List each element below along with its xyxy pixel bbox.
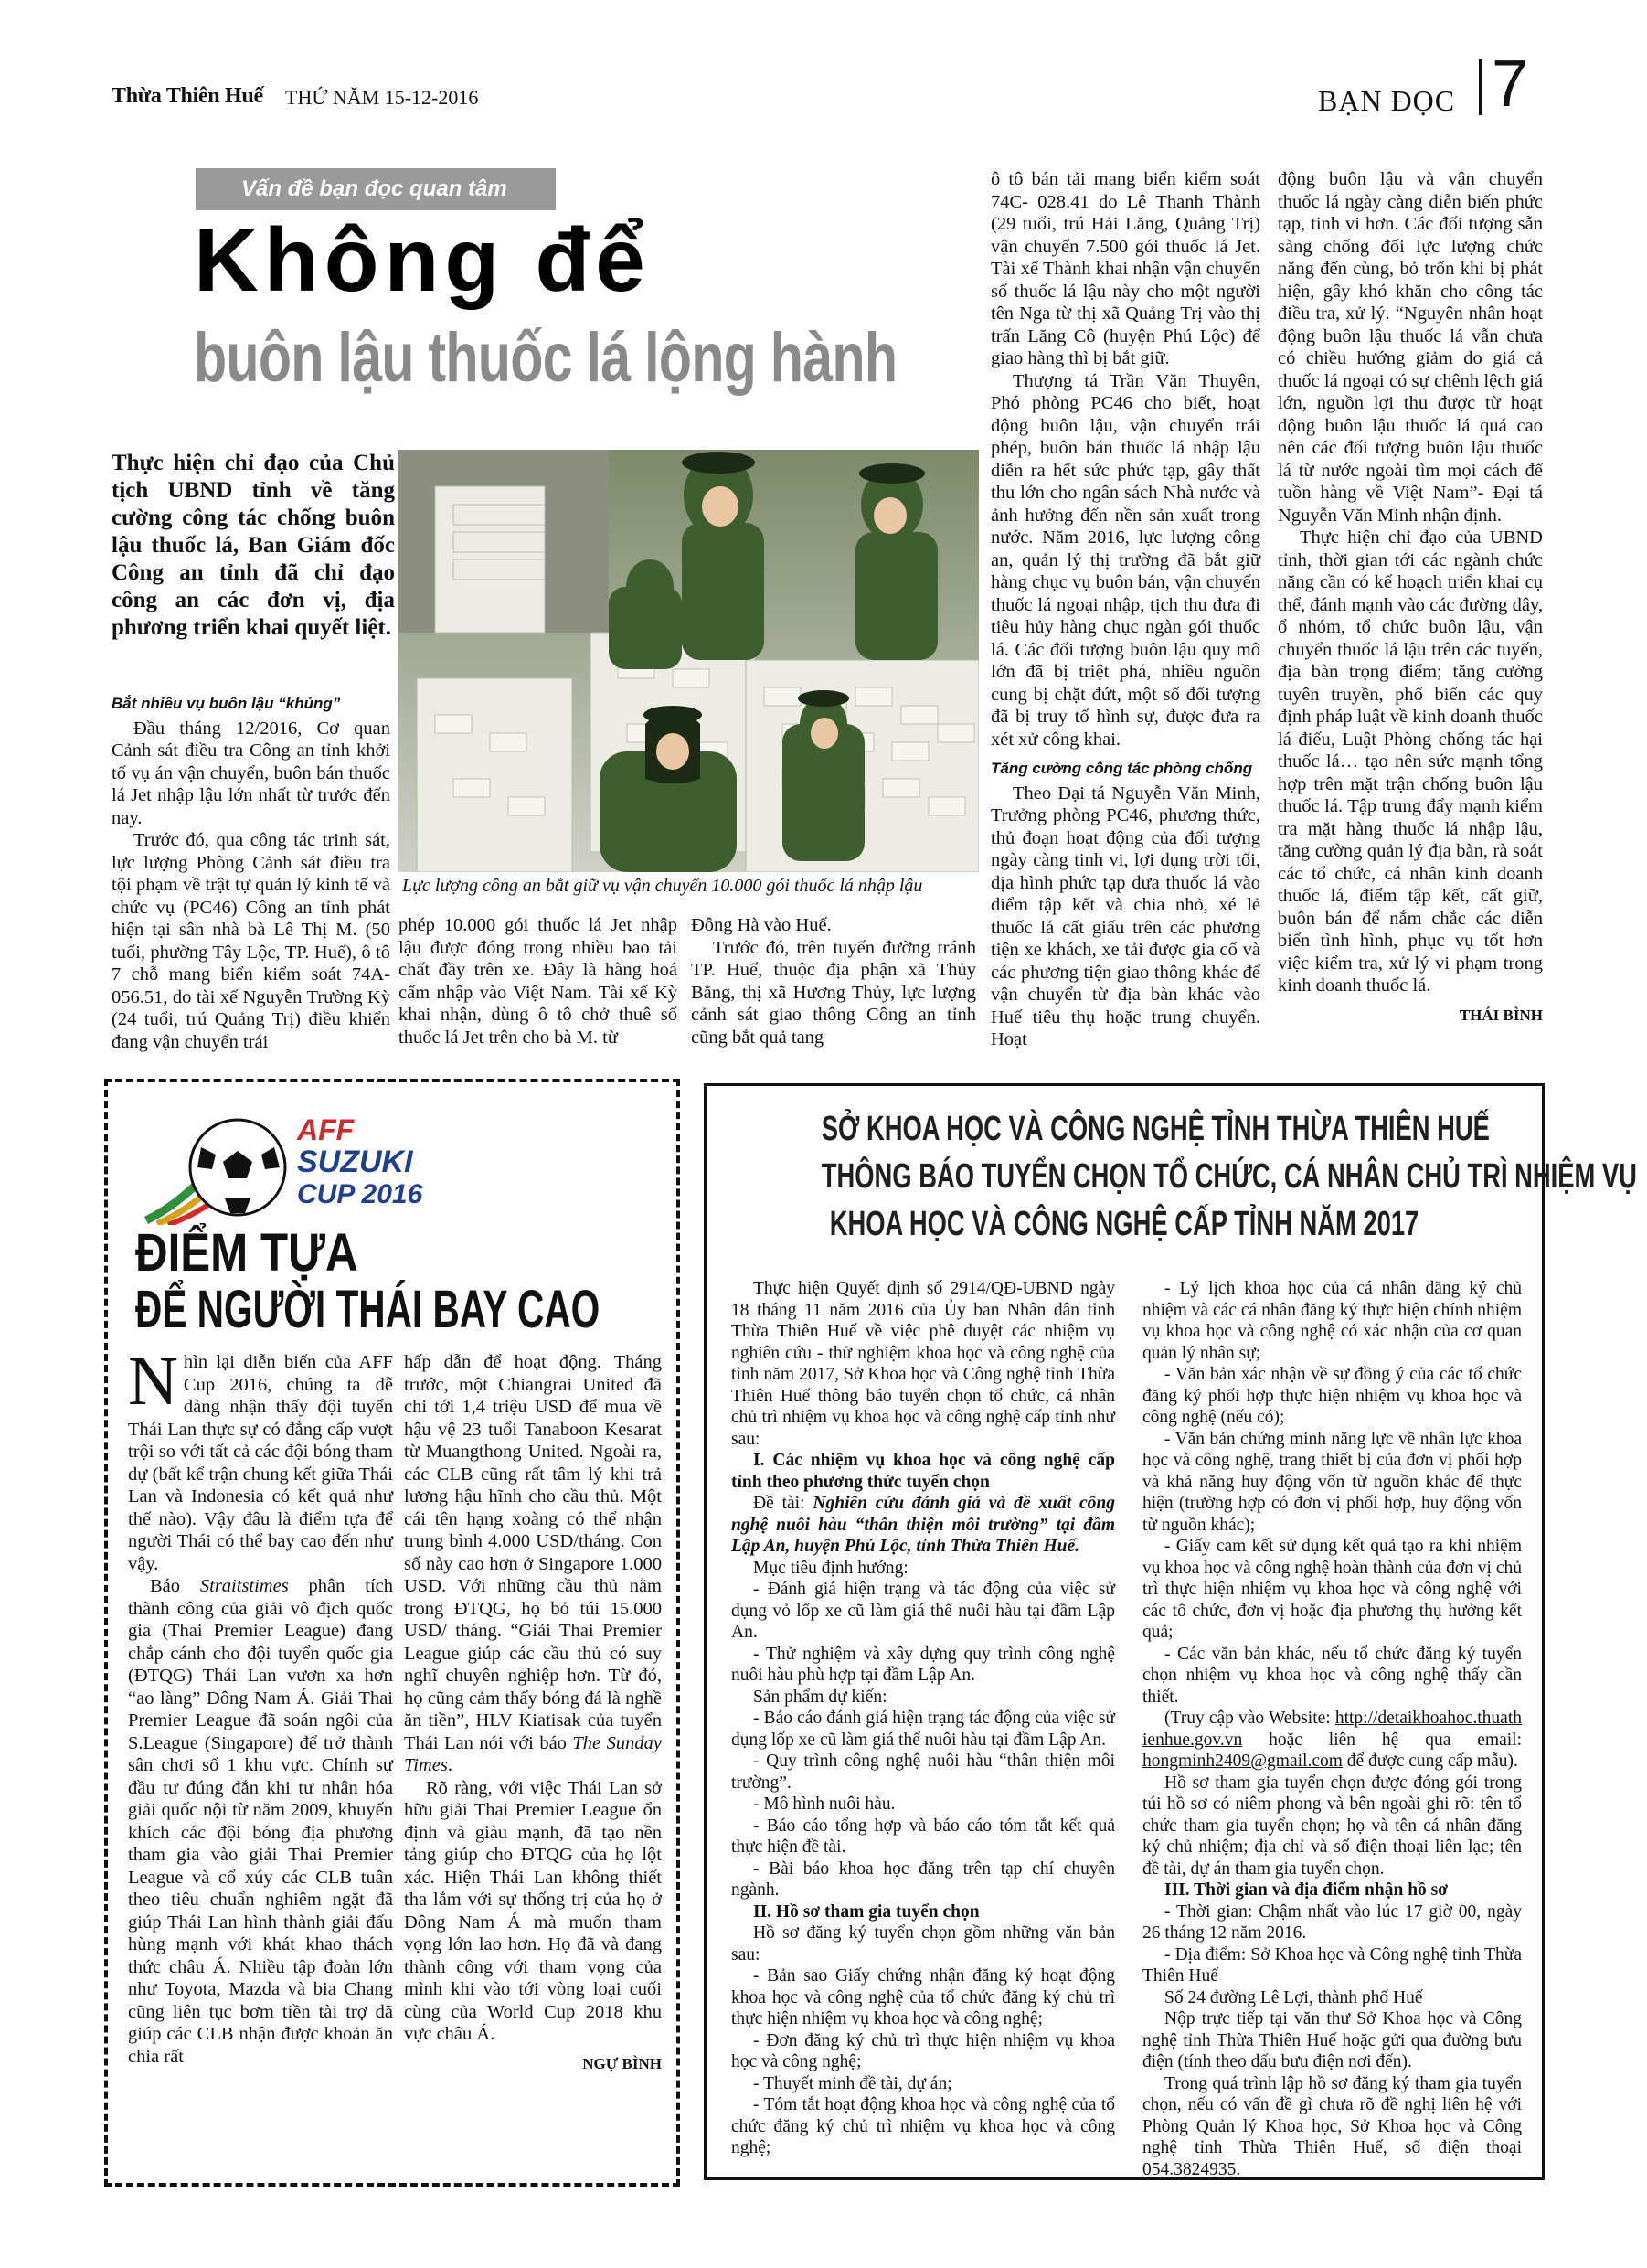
list-item: - Quy trình công nghệ nuôi hàu “thân thiện môi trường”.	[731, 1752, 1115, 1793]
list-item: - Bản sao Giấy chứng nhận đăng ký hoạt động khoa học và công nghệ của tổ chức đăng ký chủ trì thực hiện nhiệm vụ khoa học và công nghệ;	[731, 1966, 1115, 2028]
masthead-date: THỨ NĂM 15-12-2016	[285, 86, 479, 109]
paragraph: Thực hiện chỉ đạo của UBND tỉnh, thời gian tới các ngành chức năng cần có kế hoạch triển khai cụ thể, đánh mạnh vào các đường dây, ổ nhóm, tổ chức buôn lậu, vận chuyển thuốc lá lậu trên các tuyến, địa bàn trọng điểm; tăng cường tuyên truyền, phổ biến các quy định pháp luật về kinh doanh thuốc lá điếu, Luật Phòng chống tác hại thuốc lá… tạo nên sức mạnh tổng hợp trên mặt trận chống buôn lậu thuốc lá. Tập trung đẩy mạnh kiểm tra mặt hàng thuốc lá nhập lậu, tăng cường quản lý địa bàn, rà soát các tổ chức, cá nhân kinh doanh thuốc lá, điểm tập kết, cất giữ, buôn bán để nắm chắc các diễn biến tình hình, phục vụ tốt hơn việc kiểm tra, xử lý vi phạm trong kinh doanh thuốc lá.	[1278, 527, 1543, 996]
section-name: BẠN ĐỌC	[1318, 84, 1456, 117]
sport-headline-line2: ĐỂ NGƯỜI THÁI BAY CAO	[135, 1280, 600, 1339]
lead-paragraph: Thực hiện chỉ đạo của Chủ tịch UBND tỉnh về tăng cường công tác chống buôn lậu thuốc lá, Ban Giám đốc Công an tỉnh đã chỉ đạo công an các đơn vị, địa phương triển khai quyết liệt.	[112, 451, 395, 640]
list-item: - Bài báo khoa học đăng trên tạp chí chuyên ngành.	[731, 1858, 1115, 1900]
text-run: (Truy cập vào Website:	[1164, 1709, 1335, 1728]
subheading-1: Bắt nhiều vụ buôn lậu “khủng”	[112, 695, 341, 712]
paragraph: Đầu tháng 12/2016, Cơ quan Cảnh sát điều tra Công an tỉnh khởi tố vụ án vận chuyển, buôn bán thuốc lá Jet nhập lậu lớn nhất từ trước đến nay.	[112, 718, 390, 828]
header-divider	[1479, 59, 1482, 115]
paragraph	[128, 1575, 393, 2068]
masthead-paper-name: Thừa Thiên Huế	[112, 84, 263, 108]
list-item: - Giấy cam kết sử dụng kết quả tạo ra khi nhiệm vụ khoa học và công nghệ hoàn thành của đơn vị chủ trì thực hiện nhiệm vụ khoa học và công nghệ với các tổ chức, đơn vị hoặc địa phương thụ hưởng kết quả;	[1142, 1537, 1522, 1642]
list-item: - Văn bản chứng minh năng lực về nhân lực khoa học và công nghệ, trang thiết bị của đơn vị phối hợp và khả năng huy động vốn từ nguồn khác để thực hiện (trường hợp có đơn vị phối hợp, huy động vốn từ nguồn khác);	[1142, 1429, 1522, 1535]
paragraph: Theo Đại tá Nguyễn Văn Minh, Trưởng phòng PC46, phương thức, thủ đoạn hoạt động của đối tượng ngày càng tinh vi, lợi dụng trời tối, địa hình phức tạp đưa thuốc lá vào điểm tập kết và chia nhỏ, xé lẻ thuốc lá cất giấu trên các phương tiện xe khách, xe tải được gia cố và các phương tiện giao thông khác để vận chuyển từ địa bàn khác vào Huế tiêu thụ hoặc trung chuyển. Hoạt	[991, 783, 1260, 1049]
paragraph: Sản phẩm dự kiến:	[753, 1687, 887, 1707]
paragraph: ô tô bán tải mang biển kiểm soát 74C- 028.41 do Lê Thanh Thành (29 tuổi, trú Hải Lăng, Quảng Trị) vận chuyển 7.500 gói thuốc lá Jet. Tài xế Thành khai nhận vận chuyển số thuốc lá lậu này cho một người tên Nga từ thị xã Quảng Trị vào thị trấn Lăng Cô (huyện Phú Lộc) để giao hàng thì bị bắt giữ.	[991, 169, 1260, 368]
list-item: - Thời gian: Chậm nhất vào lúc 17 giờ 00, ngày 26 tháng 12 năm 2016.	[1142, 1901, 1522, 1943]
list-item: - Đánh giá hiện trạng và tác động của việc sử dụng vỏ lốp xe cũ làm giá thể nuôi hàu tại đầm Lập An.	[731, 1580, 1115, 1642]
publication-name: Straitstimes	[199, 1576, 289, 1596]
notice-section-3: III. Thời gian và địa điểm nhận hồ sơ	[1164, 1880, 1449, 1900]
sport-column1	[128, 1343, 393, 2068]
paragraph: Trước đó, qua công tác trinh sát, lực lượng Phòng Cảnh sát điều tra tội phạm về trật tự quản lý kinh tế và chức vụ (PC46) Công an tỉnh phát hiện tại sân nhà bà Lê Thị M. (50 tuổi, phường Tây Lộc, TP. Huế), ô tô 7 chỗ mang biển kiểm soát 74A- 056.51, do tài xế Nguyễn Trường Kỳ (24 tuổi, trú Quảng Trị) điều khiển đang vận chuyển trái	[112, 830, 390, 1052]
publication-name: The Sunday Times	[404, 1732, 662, 1775]
drop-cap: N	[128, 1343, 178, 1420]
paragraph: Hồ sơ tham gia tuyển chọn được đóng gói trong túi hồ sơ có niêm phong và bên ngoài ghi rõ: tên tổ chức tham gia tuyển chọn; họ và tên cá nhân đăng ký chủ nhiệm; địa chỉ và số điện thoại liên lạc; tên đề tài, dự án tham gia tuyển chọn.	[1142, 1773, 1522, 1879]
notice-title-line2: THÔNG BÁO TUYỂN CHỌN TỔ CHỨC, CÁ NHÂN CHỦ TRÌ NHIỆM VỤ	[821, 1157, 1637, 1196]
paragraph	[1142, 1708, 1522, 1773]
text-run: Đề tài:	[753, 1494, 813, 1513]
paragraph: Số 24 đường Lê Lợi, thành phố Huế	[1164, 1987, 1423, 2007]
page-number: 7	[1492, 48, 1529, 121]
list-item: - Thử nghiệm và xây dựng quy trình công nghệ nuôi hàu phù hợp tại đầm Lập An.	[731, 1644, 1115, 1685]
website-link[interactable]: http://detaikhoahoc.thuathienhue.gov.vn	[1142, 1709, 1522, 1750]
paragraph: Trước đó, trên tuyến đường tránh TP. Huế, thuộc địa phận xã Thủy Bằng, thị xã Hương Thủy, lực lượng cảnh sát giao thông Công an tỉnh cũng bắt quả tang	[691, 937, 976, 1048]
headline-line2: buôn lậu thuốc lá lộng hành	[194, 319, 898, 397]
notice-section-1: I. Các nhiệm vụ khoa học và công nghệ cấp tỉnh theo phương thức tuyển chọn	[731, 1451, 1115, 1492]
text-run: phân tích thành công của giải vô địch quốc gia (Thai Premier League) đang chắp cánh cho đội tuyển quốc gia (ĐTQG) Thái Lan vươn xa hơn “ao làng” Đông Nam Á. Giải Thai Premier League đã soán ngôi của S.League (Singapore) để trở thành sân chơi số 1 khu vực. Chính sự đầu tư đúng đắn khi tư nhân hóa giải quốc nội từ năm 2009, khuyến khích các đội bóng địa phương tham gia vào giải Thai Premier League và cổ xúy các CLB tuân theo tiêu chuẩn nghiêm ngặt đã giúp Thái Lan hình thành giải đấu hùng mạnh với khát khao thách thức châu Á. Nhiều tập đoàn lớn như Toyota, Mazda và bia Chang cũng liên tục bơm tiền tài trợ đã giúp các CLB nhận được khoản ăn chia rất	[128, 1576, 393, 2067]
article1-signature: THÁI BÌNH	[1459, 1006, 1543, 1024]
text-run: hấp dẫn để hoạt động. Tháng trước, một Chiangrai United đã chi tới 1,4 triệu USD để mua về hậu vệ 23 tuổi Tanaboon Kesarat từ Muangthong United. Ngoài ra, các CLB cũng rất tâm lý khi trả lương hậu hĩnh cho cầu thủ. Một cái tên hạng xoàng có thể nhận trung bình 4.000 USD/tháng. Con số này cao hơn ở Singapore 1.000 USD. Với những cầu thủ nằm trong ĐTQG, họ bỏ túi 15.000 USD/ tháng. “Giải Thai Premier League giúp các cầu thủ có suy nghĩ chuyên nghiệp hơn. Từ đó, họ cũng cảm thấy bóng đá là nghề ăn tiền”, HLV Kiatisak của tuyển Thái Lan nói với báo	[404, 1352, 662, 1753]
paragraph: Thượng tá Trần Văn Thuyên, Phó phòng PC46 cho biết, hoạt động buôn lậu, vận chuyển trái phép, buôn bán thuốc lá nhập lậu diễn ra hết sức phức tạp, gây thất thu lớn cho ngân sách Nhà nước và ảnh hưởng đến nền sản xuất trong nước. Năm 2016, lực lượng công an, quản lý thị trường đã bắt giữ hàng chục vụ buôn bán, vận chuyển thuốc lá ngoại nhập, tịch thu đưa đi tiêu hủy hàng chục ngàn gói thuốc lá. Các đối tượng buôn lậu quy mô lớn đã bị triệt phá, nhiều nguồn cung bị chặt đứt, một số đối tượng đã bị truy tố hình sự, được đưa ra xét xử công khai.	[991, 370, 1260, 750]
notice-column2	[1142, 1278, 1522, 2180]
paragraph: Hồ sơ đăng ký tuyển chọn gồm những văn bản sau:	[731, 1923, 1115, 1965]
article1-column3	[691, 914, 976, 1049]
list-item: - Mô hình nuôi hàu.	[753, 1794, 896, 1814]
news-photo	[398, 450, 979, 872]
list-item: - Văn bản xác nhận về sự đồng ý của các tổ chức đăng ký phối hợp thực hiện nhiệm vụ khoa học và công nghệ (nếu có);	[1142, 1365, 1522, 1427]
sport-column2	[404, 1351, 662, 2075]
notice-title-line1: SỞ KHOA HỌC VÀ CÔNG NGHỆ TỈNH THỪA THIÊN HUẾ	[821, 1110, 1490, 1148]
paragraph: Thực hiện Quyết định số 2914/QĐ-UBND ngày 18 tháng 11 năm 2016 của Ủy ban Nhân dân tỉnh Thừa Thiên Huế về việc phê duyệt các nhiệm vụ nghiên cứu - thử nghiệm khoa học và công nghệ của tỉnh năm 2017, Sở Khoa học và Công nghệ tỉnh Thừa Thiên Huế thông báo tuyển chọn tổ chức, cá nhân chủ trì nhiệm vụ khoa học và công nghệ cấp tỉnh như sau:	[731, 1279, 1115, 1449]
paragraph	[404, 1351, 662, 1777]
paragraph: Trong quá trình lập hồ sơ đăng ký tham gia tuyển chọn, nếu có vấn đề gì chưa rõ đề nghị liên hệ với Phòng Quản lý Khoa học, Sở Khoa học và Công nghệ tỉnh Thừa Thiên Huế, số điện thoại 054.3824935.	[1142, 2073, 1522, 2179]
list-item: - Báo cáo đánh giá hiện trạng tác động của việc sử dụng lốp xe cũ làm giá thể nuôi hàu tại đầm Lập An.	[731, 1709, 1115, 1750]
list-item: - Tóm tắt hoạt động khoa học và công nghệ của tổ chức đăng ký chủ trì nhiệm vụ khoa học và công nghệ;	[731, 2095, 1115, 2157]
list-item: - Đơn đăng ký chủ trì thực hiện nhiệm vụ khoa học và công nghệ;	[731, 2030, 1115, 2071]
article1-column1	[112, 686, 390, 1053]
email-link[interactable]: hongminh2409@gmail.com	[1142, 1752, 1343, 1771]
notice-column1	[731, 1278, 1115, 2159]
subheading-2: Tăng cường công tác phòng chống	[991, 760, 1253, 777]
list-item: - Thuyết minh đề tài, dự án;	[753, 2073, 952, 2093]
kicker-bar	[196, 168, 556, 210]
paragraph: Mục tiêu định hướng:	[753, 1558, 909, 1578]
logo-suzuki: SUZUKI	[297, 1145, 413, 1179]
article1-column4	[991, 168, 1260, 1051]
topic-title: Nghiên cứu đánh giá và đề xuất công nghệ nuôi hàu “thân thiện môi trường” tại đầm Lập An, huyện Phú Lộc, tỉnh Thừa Thiên Huế.	[731, 1494, 1115, 1556]
notice-section-2: II. Hồ sơ tham gia tuyển chọn	[753, 1901, 980, 1922]
headline-line1: Không để	[194, 209, 651, 310]
paragraph	[731, 1493, 1115, 1558]
article1-column5	[1278, 168, 1543, 1027]
paragraph: Nộp trực tiếp tại văn thư Sở Khoa học và Công nghệ tỉnh Thừa Thiên Huế hoặc gửi qua đường bưu điện (tính theo dấu bưu điện nơi đến).	[1142, 2009, 1522, 2071]
paragraph: phép 10.000 gói thuốc lá Jet nhập lậu được đóng trong nhiều bao tải chất đầy trên xe. Đây là hàng hoá cấm nhập vào Việt Nam. Tài xế Kỳ khai nhận, dùng ô tô chở thuê số thuốc lá Jet trên cho bà M. từ	[398, 915, 677, 1048]
article1-column2	[398, 914, 677, 1049]
text-run: Báo	[150, 1576, 200, 1596]
notice-title-line3: KHOA HỌC VÀ CÔNG NGHỆ CẤP TỈNH NĂM 2017	[829, 1205, 1419, 1243]
logo-cup: CUP 2016	[297, 1179, 423, 1209]
drop-cap-text: hìn lại diễn biến của AFF Cup 2016, chúng ta dễ dàng nhận thấy đội tuyển Thái Lan thực sự có đẳng cấp vượt trội so với tất cả các đội bóng tham dự (bất kể trận chung kết giữa Thái Lan và Indonesia có kết quả như thế nào). Vậy đâu là điểm tựa để người Thái có thể bay cao đến như vậy.	[128, 1352, 393, 1574]
kicker-label: Vấn đề bạn đọc quan tâm	[241, 176, 507, 201]
list-item: - Các văn bản khác, nếu tổ chức đăng ký tuyển chọn nhiệm vụ khoa học và công nghệ thấy cần thiết.	[1142, 1644, 1522, 1707]
paragraph: động buôn lậu và vận chuyển thuốc lá ngày càng diễn biến phức tạp, tinh vi hơn. Các đối tượng sẵn sàng chống đối lực lượng chức năng đến cùng, bỏ trốn khi bị phát hiện, gây khó khăn cho công tác điều tra, xử lý. “Nguyên nhân hoạt động buôn lậu thuốc lá vẫn chưa có chiều hướng giảm do giá cả thuốc lá ngoại có sự chênh lệch giá lớn, nguồn lợi thu được từ hoạt động buôn lậu thuốc lá quá cao nên các đối tượng buôn lậu thuốc lá từ nước ngoài tìm mọi cách để tuồn hàng về Việt Nam”- Đại tá Nguyễn Văn Minh nhận định.	[1278, 169, 1543, 526]
text-run: để được cung cấp mẫu).	[1342, 1752, 1518, 1771]
sport-signature: NGỰ BÌNH	[582, 2054, 662, 2072]
text-run: hoặc liên hệ qua email:	[1242, 1730, 1522, 1750]
sport-headline-line1: ĐIỂM TỰA	[135, 1223, 358, 1283]
paragraph	[128, 1343, 393, 1575]
list-item: - Báo cáo tổng hợp và báo cáo tóm tắt kết quả thực hiện đề tài.	[731, 1815, 1115, 1857]
logo-aff: AFF	[297, 1113, 355, 1146]
list-item: - Địa điểm: Sở Khoa học và Công nghệ tỉnh Thừa Thiên Huế	[1142, 1944, 1522, 1986]
photo-caption: Lực lượng công an bắt giữ vụ vận chuyển 10.000 gói thuốc lá nhập lậu	[402, 876, 923, 896]
paragraph: Đông Hà vào Huế.	[691, 915, 832, 935]
paragraph: Rõ ràng, với việc Thái Lan sở hữu giải Thai Premier League ổn định và giàu mạnh, đã tạo nền tảng giúp cho ĐTQG của họ lột xác. Hiện Thái Lan không thiết tha lắm với sự thống trị của họ ở Đông Nam Á mà muốn tham vọng lớn lao hơn. Họ đã và đang thành công với tham vọng của mình khi vào tới vòng loại cuối cùng của World Cup 2018 khu vực châu Á.	[404, 1777, 662, 2044]
list-item: - Lý lịch khoa học của cá nhân đăng ký chủ nhiệm và các cá nhân đăng ký thực hiện chính nhiệm vụ khoa học và công nghệ có xác nhận của cơ quan quản lý nhân sự;	[1142, 1279, 1522, 1363]
text-run: .	[447, 1755, 452, 1775]
